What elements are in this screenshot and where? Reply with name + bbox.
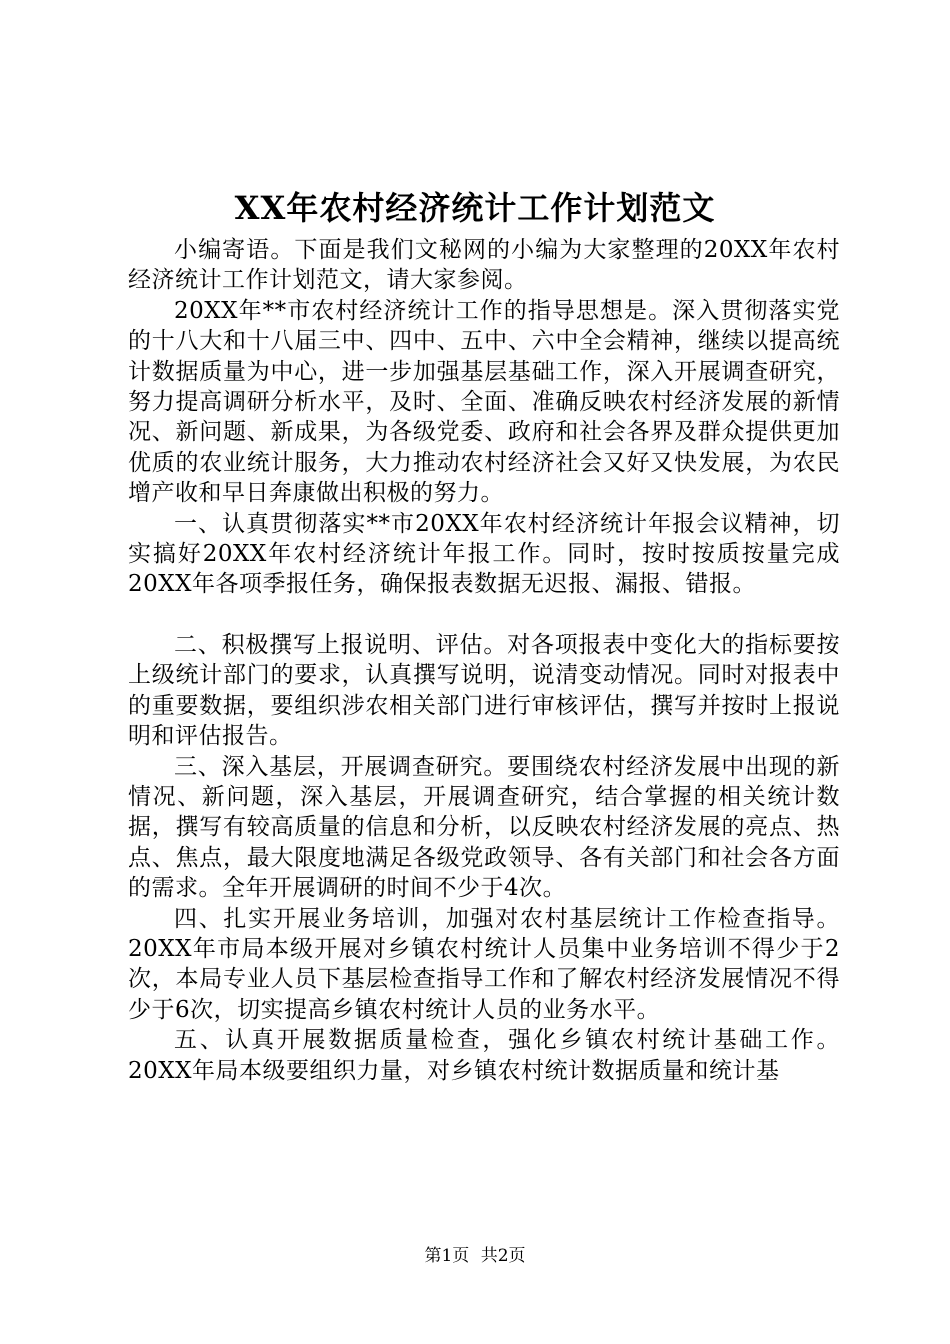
document-title: XX年农村经济统计工作计划范文 (234, 189, 716, 227)
paragraph-item-2: 二、积极撰写上报说明、评估。对各项报表中变化大的指标要按上级统计部门的要求，认真撰写说明，说清变动情况。同时对报表中的重要数据，要组织涉农相关部门进行审核评估，撰写并按时上报说明和评估报告。 (128, 631, 840, 750)
paragraph-item-3: 三、深入基层，开展调查研究。要围绕农村经济发展中出现的新情况、新问题，深入基层，开展调查研究，结合掌握的相关统计数据，撰写有较高质量的信息和分析，以反映农村经济发展的亮点、热点、焦点，最大限度地满足各级党政领导、各有关部门和社会各方面的需求。全年开展调研的时间不少于4次。 (128, 753, 840, 902)
paragraph-intro: 小编寄语。下面是我们文秘网的小编为大家整理的20XX年农村经济统计工作计划范文，请大家参阅。 (128, 237, 840, 294)
paragraph-item-4: 四、扎实开展业务培训，加强对农村基层统计工作检查指导。20XX年市局本级开展对乡镇农村统计人员集中业务培训不得少于2次，本局专业人员下基层检查指导工作和了解农村经济发展情况不得少于6次，切实提高乡镇农村统计人员的业务水平。 (128, 905, 840, 1023)
paragraph-guiding-thought: 20XX年**市农村经济统计工作的指导思想是。深入贯彻落实党的十八大和十八届三中、四中、五中、六中全会精神，继续以提高统计数据质量为中心，进一步加强基层基础工作，深入开展调查研究，努力提高调研分析水平，及时、全面、准确反映农村经济发展的新情况、新问题、新成果，为各级党委、政府和社会各界及群众提供更加优质的农业统计服务，大力推动农村经济社会又好又快发展，为农民增产收和早日奔康做出积极的努力。 (128, 297, 840, 507)
page-number: 第1页 (424, 1246, 470, 1266)
paragraph-item-5: 五、认真开展数据质量检查，强化乡镇农村统计基础工作。20XX年局本级要组织力量，对乡镇农村统计数据质量和统计基 (128, 1027, 840, 1084)
paragraph-item-1: 一、认真贯彻落实**市20XX年农村经济统计年报会议精神，切实搞好20XX年农村经济统计年报工作。同时，按时按质按量完成20XX年各项季报任务，确保报表数据无迟报、漏报、错报。 (128, 510, 840, 598)
page-footer (0, 1244, 950, 1268)
page-total: 共2页 (480, 1246, 526, 1266)
document-body (128, 235, 840, 1086)
